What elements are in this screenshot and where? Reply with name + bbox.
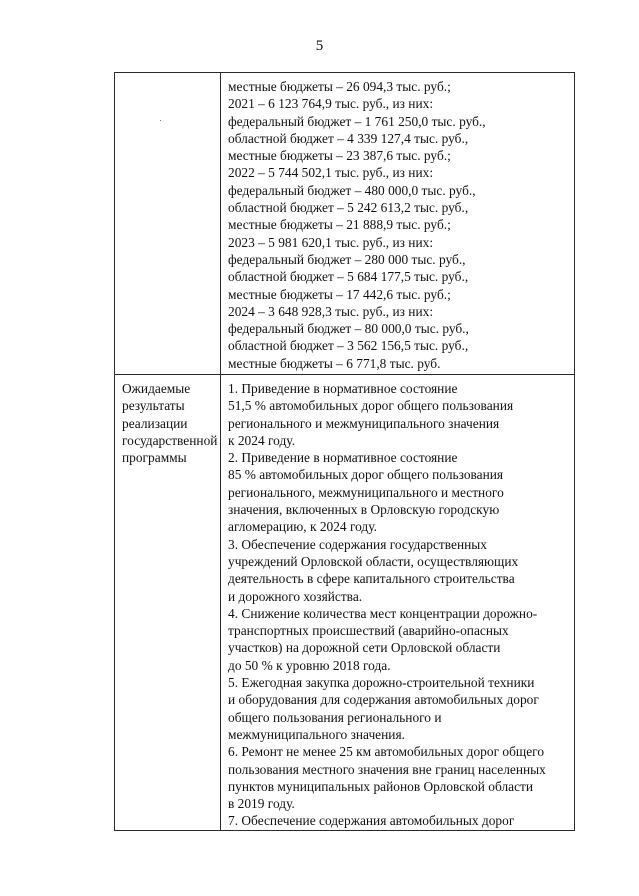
content-cell-expected-results (221, 375, 575, 831)
text-line: областной бюджет – 3 562 156,5 тыс. руб., (228, 338, 469, 354)
text-line: межмуниципального значения. (228, 726, 405, 742)
text-line: местные бюджеты – 26 094,3 тыс. руб.; (228, 79, 451, 94)
text-line: местные бюджеты – 23 387,6 тыс. руб.; (228, 148, 451, 164)
expected-results-list (221, 375, 574, 830)
text-line: Ожидаемые (122, 381, 191, 396)
text-line: местные бюджеты – 21 888,9 тыс. руб.; (228, 217, 451, 233)
text-line: 2024 – 3 648 928,3 тыс. руб., из них: (228, 303, 434, 319)
table-row-funding (115, 73, 575, 375)
text-line: значения, включенных в Орловскую городскую (228, 502, 500, 518)
label-cell-expected-results (115, 375, 221, 831)
text-line: учреждений Орловской области, осуществляющих (228, 553, 519, 569)
text-line: областной бюджет – 4 339 127,4 тыс. руб., (228, 130, 469, 146)
text-line: и оборудования для содержания автомобильных дорог (228, 692, 539, 708)
text-line: реализации (122, 415, 188, 431)
text-line: 3. Обеспечение содержания государственных (228, 536, 487, 552)
text-line: 6. Ремонт не менее 25 км автомобильных дорог общего (228, 744, 545, 760)
text-line: 2. Приведение в нормативное состояние (228, 450, 458, 466)
text-line: регионального и межмуниципального значения (228, 415, 500, 431)
text-line: 1. Приведение в нормативное состояние (228, 381, 458, 396)
text-line: 2023 – 5 981 620,1 тыс. руб., из них: (228, 234, 434, 250)
text-line: 5. Ежегодная закупка дорожно-строительной техники (228, 675, 535, 691)
text-line: пунктов муниципальных районов Орловской области (228, 778, 534, 794)
text-line: и дорожного хозяйства. (228, 588, 363, 604)
text-line: федеральный бюджет – 80 000,0 тыс. руб., (228, 321, 469, 337)
text-line: регионального, межмуниципального и местного (228, 484, 504, 500)
text-line: 51,5 % автомобильных дорог общего пользования (228, 398, 514, 414)
text-line: деятельность в сфере капитального строительства (228, 571, 515, 587)
text-line: государственной (122, 432, 218, 448)
expected-results-label (115, 375, 220, 466)
text-line: агломерацию, к 2024 году. (228, 519, 377, 535)
content-cell-funding (221, 73, 575, 375)
text-line: программы (122, 450, 187, 466)
text-line: местные бюджеты – 17 442,6 тыс. руб.; (228, 286, 451, 302)
table-row-expected-results (115, 375, 575, 831)
text-line: федеральный бюджет – 280 000 тыс. руб., (228, 251, 466, 267)
text-line: пользования местного значения вне границ населенных (228, 761, 546, 777)
text-line: участков) на дорожной сети Орловской области (228, 640, 501, 656)
text-line: в 2019 году. (228, 796, 295, 812)
text-line: 4. Снижение количества мест концентрации дорожно- (228, 605, 538, 621)
text-line: областной бюджет – 5 684 177,5 тыс. руб., (228, 269, 469, 285)
text-line: местные бюджеты – 6 771,8 тыс. руб. (228, 355, 441, 371)
text-line: 7. Обеспечение содержания автомобильных дорог (228, 813, 515, 829)
text-line: общего пользования регионального и (228, 709, 442, 725)
page-number: 5 (315, 38, 324, 54)
program-passport-table (114, 72, 575, 831)
funding-breakdown-text (221, 73, 574, 372)
text-line: 2022 – 5 744 502,1 тыс. руб., из них: (228, 165, 434, 181)
text-line: федеральный бюджет – 1 761 250,0 тыс. руб., (228, 113, 486, 129)
text-line: результаты (122, 398, 185, 414)
text-line: областной бюджет – 5 242 613,2 тыс. руб., (228, 200, 469, 216)
text-line: транспортных происшествий (аварийно-опасных (228, 623, 509, 639)
text-line: 2021 – 6 123 764,9 тыс. руб., из них: (228, 96, 434, 112)
text-line: до 50 % к уровню 2018 года. (228, 657, 391, 673)
label-cell-funding (115, 73, 221, 375)
text-line: к 2024 году. (228, 432, 295, 448)
text-line: 85 % автомобильных дорог общего пользования (228, 467, 504, 483)
text-line: федеральный бюджет – 480 000,0 тыс. руб., (228, 182, 476, 198)
label-text-funding (115, 73, 220, 78)
